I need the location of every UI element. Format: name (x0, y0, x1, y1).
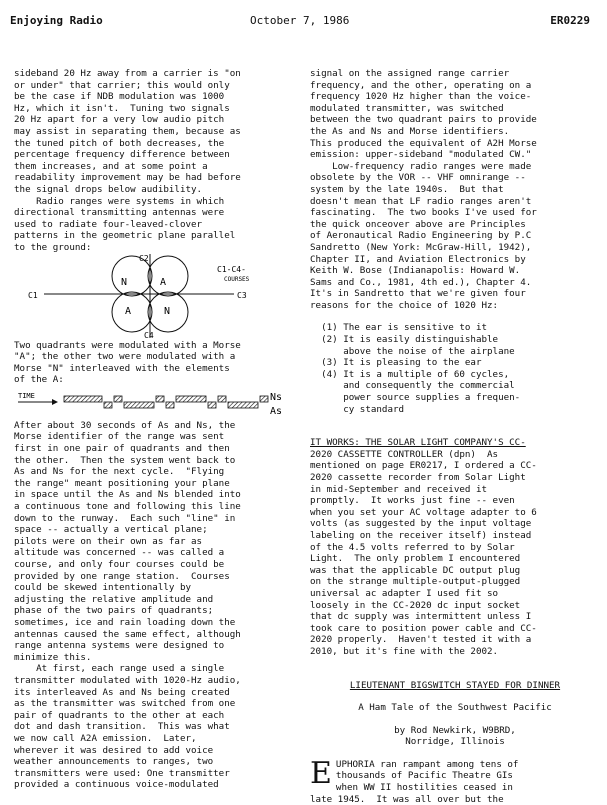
text-line: 20 Hz apart for a very low audio pitch (14, 114, 225, 126)
paragraph-lf-ranges-obsolete (310, 161, 600, 312)
text-line: the quick onceover above are Principles (310, 218, 526, 230)
signal-block (124, 402, 154, 408)
story-title: LIEUTENANT BIGSWITCH STAYED FOR DINNER (349, 679, 561, 691)
text-line: sideband 20 Hz away from a carrier is "on (14, 68, 241, 79)
story-location: Norridge, Illinois (405, 736, 505, 748)
text-line: reasons for the choice of 1020 Hz: (310, 299, 499, 311)
text-line: the signal drops below audibility. (14, 183, 203, 195)
reasons-list (310, 322, 600, 415)
text-line: Two quadrants were modulated with a Morse (14, 339, 241, 351)
paragraph-flying-the-range (14, 420, 304, 663)
text-line: was that the applicable DC output plug (310, 564, 521, 576)
text-line: After about 30 seconds of As and Ns, the (14, 419, 236, 431)
section-it-works (310, 437, 600, 657)
signal-block (156, 396, 164, 402)
text-line: At first, each range used a single (14, 663, 225, 675)
text-line: 2020 CASSETTE CONTROLLER (dpn) As (310, 448, 499, 460)
text-line: be the case if NDB modulation was 1000 (14, 91, 225, 103)
text-line: dot and dash transition. This was what (14, 721, 230, 733)
text-line: universal ac adapter I used fit so (310, 587, 499, 599)
label-c2: C2 (139, 253, 149, 263)
header-date: October 7, 1986 (250, 14, 350, 27)
list-item: (4) It is a multiple of 60 cycles, (310, 368, 510, 380)
signal-block (176, 396, 206, 402)
signal-block (208, 402, 216, 408)
signal-block (218, 396, 226, 402)
text-line: first in one pair of quadrants and then (14, 443, 230, 455)
text-line: frequency 1020 Hz higher than the voice- (310, 91, 532, 103)
text-line: Light. The only problem I encountered (310, 553, 521, 565)
text-line: Hz, which it isn't. Tuning two signals (14, 102, 230, 114)
text-line: volts (as suggested by the input voltage (310, 518, 532, 530)
text-line: Radio ranges were systems in which (14, 195, 225, 207)
quadrant-n-top: N (121, 276, 128, 288)
label-c4: C4 (144, 330, 154, 340)
text-line: when you set your AC voltage adapter to 6 (310, 506, 537, 518)
text-line: obsolete by the VOR -- VHF omnirange -- (310, 172, 526, 184)
text-line: that dc supply was intermittent unless I (310, 611, 532, 623)
text-line: the tuned pitch of both decreases, the (14, 137, 225, 149)
text-line: loosely in the CC-2020 dc input socket (310, 599, 521, 611)
label-c1: C1 (28, 290, 38, 300)
spacer (310, 691, 600, 702)
text-line: we now call A2A emission. Later, (14, 732, 197, 744)
text-line: Chapter II, and Aviation Electronics by (310, 253, 526, 265)
spacer (310, 426, 600, 437)
text-line: altitude was concerned -- was called a (14, 547, 225, 559)
text-line: the other. Then the system went back to (14, 454, 236, 466)
paragraph-ndb-sideband (14, 68, 304, 196)
spacer (310, 748, 600, 759)
as-label: As (270, 405, 283, 417)
text-line: a continuous tone and following this line (14, 501, 241, 513)
text-line: used to radiate four-leaved-clover (14, 218, 203, 230)
header-section-title: Enjoying Radio (10, 14, 103, 27)
text-line: It's in Sandretto that we're given four (310, 288, 526, 300)
text-line: fascinating. The two books I've used for (310, 207, 537, 219)
label-courses-1: C1-C4- (217, 264, 246, 274)
text-line: between the two quadrant pairs to provide (310, 114, 537, 126)
text-line: frequency, and the other, operating on a (310, 79, 532, 91)
text-line: range antenna systems were designed to (14, 640, 225, 652)
list-item: cy standard (310, 403, 405, 415)
header-page-number: ER0229 (550, 14, 590, 27)
text-line: in space until the As and Ns blended into (14, 489, 241, 501)
text-line: Keith W. Bose (Indianapolis: Howard W. (310, 265, 521, 277)
text-line: sometimes, ice and rain loading down the (14, 616, 236, 628)
text-line: weather announcements to ranges, two (14, 756, 214, 768)
story-subtitle: A Ham Tale of the Southwest Pacific (358, 702, 552, 714)
clover-pattern-svg (14, 254, 304, 340)
quadrant-n-bottom: N (164, 305, 171, 317)
section-heading: IT WORKS: THE SOLAR LIGHT COMPANY'S CC- (310, 437, 526, 449)
signal-block (260, 396, 268, 402)
text-line: took care to position power cable and CC- (310, 622, 537, 634)
spacer (310, 658, 600, 669)
text-line: wherever it was desired to add voice (14, 744, 214, 756)
text-line: system by the late 1940s. But that (310, 183, 504, 195)
text-line: course, and only four courses could be (14, 559, 225, 570)
text-line: This produced the equivalent of A2H Morse (310, 137, 537, 149)
text-line: thousands of Pacific Theatre GIs (335, 770, 513, 782)
signal-block (114, 396, 122, 402)
text-line: to the ground: (14, 241, 92, 253)
text-line: UPHORIA ran rampant among tens of (335, 758, 519, 770)
text-line: them increases, and at some point a (14, 160, 208, 172)
quadrant-a-top: A (160, 276, 167, 288)
signal-block (64, 396, 102, 402)
spacer (310, 669, 600, 680)
text-line: the As and Ns and Morse identifiers. (310, 125, 510, 137)
right-column (310, 68, 600, 805)
text-line: may assist in separating them, because as (14, 125, 241, 137)
paragraph-morse-modulation (14, 340, 304, 386)
signal-block (228, 402, 258, 408)
quadrant-a-bottom: A (125, 305, 132, 317)
label-c3: C3 (237, 290, 247, 300)
text-line: as the transmitter was switched from one (14, 698, 236, 710)
text-line: readability improvement may be had before (14, 172, 241, 184)
text-line: patterns in the geometric plane parallel (14, 230, 236, 242)
ns-label: Ns (270, 391, 283, 403)
text-line: pair of quadrants to the other at each (14, 709, 225, 721)
text-line: minimize this. (14, 651, 92, 663)
text-line: provided by one range station. Courses (14, 570, 230, 582)
signal-blocks (64, 396, 268, 408)
text-line: Low-frequency radio ranges were made (310, 160, 532, 172)
interleaved-signal-svg (14, 388, 304, 418)
text-line: 2020 cassette recorder from Solar Light (310, 472, 526, 483)
text-line: emission: upper-sideband "modulated CW." (310, 149, 532, 161)
text-line: phase of the two pairs of quadrants; (14, 605, 214, 617)
text-line: transmitters were used: One transmitter (14, 767, 230, 779)
signal-block (166, 402, 174, 408)
left-column (14, 68, 304, 791)
text-line: late 1945. It was all over but the (310, 793, 504, 805)
text-line: transmitter modulated with 1020-Hz audio, (14, 674, 241, 686)
text-line: 2020 properly. Haven't tested it with a (310, 634, 532, 646)
text-line: Morse "N" interleaved with the elements (14, 362, 230, 374)
list-item: and consequently the commercial (310, 380, 515, 392)
text-line: signal on the assigned range carrier (310, 68, 510, 79)
text-line: in mid-September and received it (310, 483, 488, 495)
signal-block (104, 402, 112, 408)
spacer (310, 415, 600, 426)
text-line: As and Ns for the next cycle. "Flying (14, 466, 225, 478)
text-line: modulated transmitter, was switched (310, 102, 504, 114)
story-opening (310, 755, 600, 805)
spacer (310, 311, 600, 322)
text-line: "A"; the other two were modulated with a (14, 351, 236, 363)
text-line: Morse identifier of the range was sent (14, 431, 225, 443)
text-line: doesn't mean that LF radio ranges aren't (310, 195, 532, 207)
text-line: pilots were on their own as far as (14, 535, 203, 547)
text-line: on the strange multiple-output-plugged (310, 576, 521, 588)
spacer (310, 714, 600, 725)
list-item: (2) It is easily distinguishable (310, 334, 499, 346)
text-line: directional transmitting antennas were (14, 207, 225, 219)
text-line: Sandretto (New York: McGraw-Hill, 1942), (310, 241, 532, 253)
text-line: down to the runway. Each such "line" in (14, 512, 236, 524)
text-line: the range" meant positioning your plane (14, 477, 230, 489)
story-byline: by Rod Newkirk, W9BRD, (394, 724, 516, 736)
text-line: its interleaved As and Ns being created (14, 686, 230, 698)
text-line: could be skewed intentionally by (14, 582, 192, 594)
text-line: 2010, but it's fine with the 2002. (310, 645, 499, 657)
text-line: antennas caused the same effect, although (14, 628, 241, 640)
text-line: provided a continuous voice-modulated (14, 779, 219, 791)
time-arrow-head (52, 399, 58, 405)
paragraph-a2h-emission (310, 68, 600, 161)
list-item: (1) The ear is sensitive to it (310, 322, 488, 334)
text-line: promptly. It works just fine -- even (310, 495, 515, 507)
text-line: percentage frequency difference between (14, 149, 230, 161)
text-line: adjusting the relative amplitude and (14, 593, 214, 605)
lobe-bottom-left (112, 292, 152, 332)
interleaved-signal-diagram (14, 388, 304, 418)
clover-pattern-diagram (14, 254, 304, 340)
text-line: of the 4.5 volts referred to by Solar (310, 541, 515, 553)
text-line: labeling on the receiver itself) instead (310, 529, 532, 541)
lobe-top-right (148, 256, 188, 296)
text-line: space -- actually a vertical plane; (14, 524, 208, 536)
text-line: when WW II hostilities ceased in (335, 782, 513, 794)
paragraph-radio-ranges (14, 196, 304, 254)
text-line: mentioned on page ER0217, I ordered a CC- (310, 460, 537, 472)
text-line: or under" that carrier; this would only (14, 79, 230, 91)
page-header (10, 14, 590, 30)
text-line: of Aeronautical Radio Engineering by P.C (310, 230, 532, 242)
paragraph-transmitters (14, 663, 304, 791)
list-item: (3) It is pleasing to the ear (310, 357, 482, 369)
list-item: power source supplies a frequen- (310, 392, 521, 404)
text-line: of the A: (14, 374, 64, 386)
label-courses-2: COURSES (224, 275, 250, 283)
drop-cap: E (310, 755, 332, 791)
text-line: Sams and Co., 1981, 4th ed.), Chapter 4. (310, 276, 532, 288)
time-label: TIME (18, 391, 35, 400)
list-item: above the noise of the airplane (310, 345, 515, 357)
